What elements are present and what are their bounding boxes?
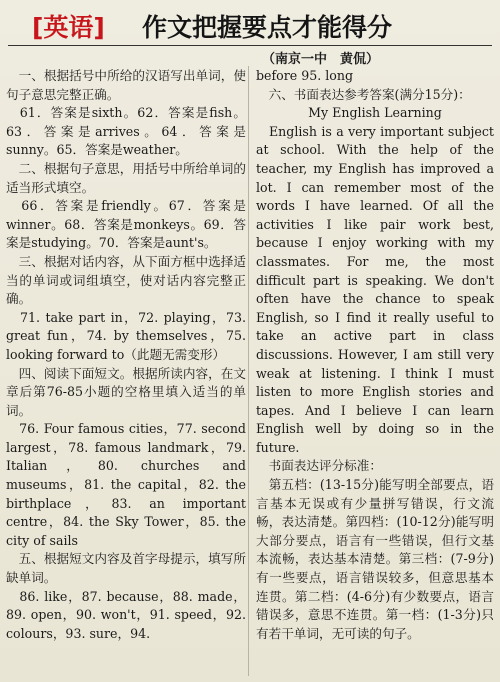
header-rule <box>8 45 492 46</box>
scoring-body: 第五档：(13-15分)能写明全部要点，语言基本无误或有少量拼写错误，行文流畅，表达清楚。第四档：(10-12分)能写明大部分要点，语言有一些错误，但行文基本流畅，表达基本清楚。第三档：(7-9分)有一些要点，语言错误较多，但意思基本连贯。第二档：(4-6分)有少数要点，语言错误多，意思不连贯。第一档：(1-3分)只有若干单词，无可读的句子。 <box>256 477 494 641</box>
left-column <box>6 67 246 643</box>
section-one-heading: 一、根据括号中所给的汉语写出单词，使句子意思完整正确。 <box>6 68 246 102</box>
author-line: （南京一中 黄侃） <box>262 52 380 67</box>
essay-title: My English Learning <box>308 105 442 121</box>
section-three-heading: 三、根据对话内容，从下面方框中选择适当的单词或词组填空，使对话内容完整正确。 <box>6 253 246 307</box>
section-two-answers: 66．答案是friendly。67．答案是winner。68．答案是monkeys。69．答案是studying。70．答案是aunt's。 <box>6 198 246 251</box>
scoring-heading: 书面表达评分标准： <box>256 458 382 474</box>
right-column <box>256 67 494 643</box>
column-divider <box>248 66 249 676</box>
section-six-heading: 六、书面表达参考答案(满分15分)： <box>256 86 471 102</box>
section-three-answers: 71. take part in，72. playing，73. great fun，74. by themselves，75. looking forward to（此题无需变形） <box>6 309 246 362</box>
subject-tag: [英语] <box>32 13 105 42</box>
section-one-answers: 61．答案是sixth。62．答案是fish。63．答案是arrives。64．答案是sunny。65．答案是weather。 <box>6 105 246 158</box>
section-five-continuation: before 95. long <box>256 68 354 83</box>
section-two-heading: 二、根据句子意思，用括号中所给单词的适当形式填空。 <box>6 160 246 195</box>
section-four-heading: 四、阅读下面短文。根据所读内容，在文章后第76-85小题的空格里填入适当的单词。 <box>6 365 246 418</box>
section-four-answers: 76. Four famous cities，77. second largest，78. famous landmark，79. Italian，80. churches and museums，81. the capital，82. the birthplace，83. an important centre，84. the Sky Tower，85. the city of sails <box>6 421 246 548</box>
section-five-heading: 五、根据短文内容及首字母提示，填写所缺单词。 <box>6 551 246 586</box>
article-header <box>0 4 500 40</box>
essay-body: English is a very important subject at school. With the help of the teacher, my English has improved a lot. I can remember most of the words I have learned. Of all the activities I like pair work best, because I enjoy working with my classmates. For me, the most difficult part is speaking. We don't often have the chance to speak English, so I find it really useful to take an active part in class discussions. However, I am still very weak at listening. I think I must listen to more English stories and tapes. And I believe I can learn English well by doing so in the future. <box>256 123 494 455</box>
article-title: 作文把握要点才能得分 <box>142 13 393 42</box>
section-five-answers: 86. like，87. because，88. made，89. open，90. won't，91. speed，92. colours，93. sure，94. <box>6 588 246 641</box>
